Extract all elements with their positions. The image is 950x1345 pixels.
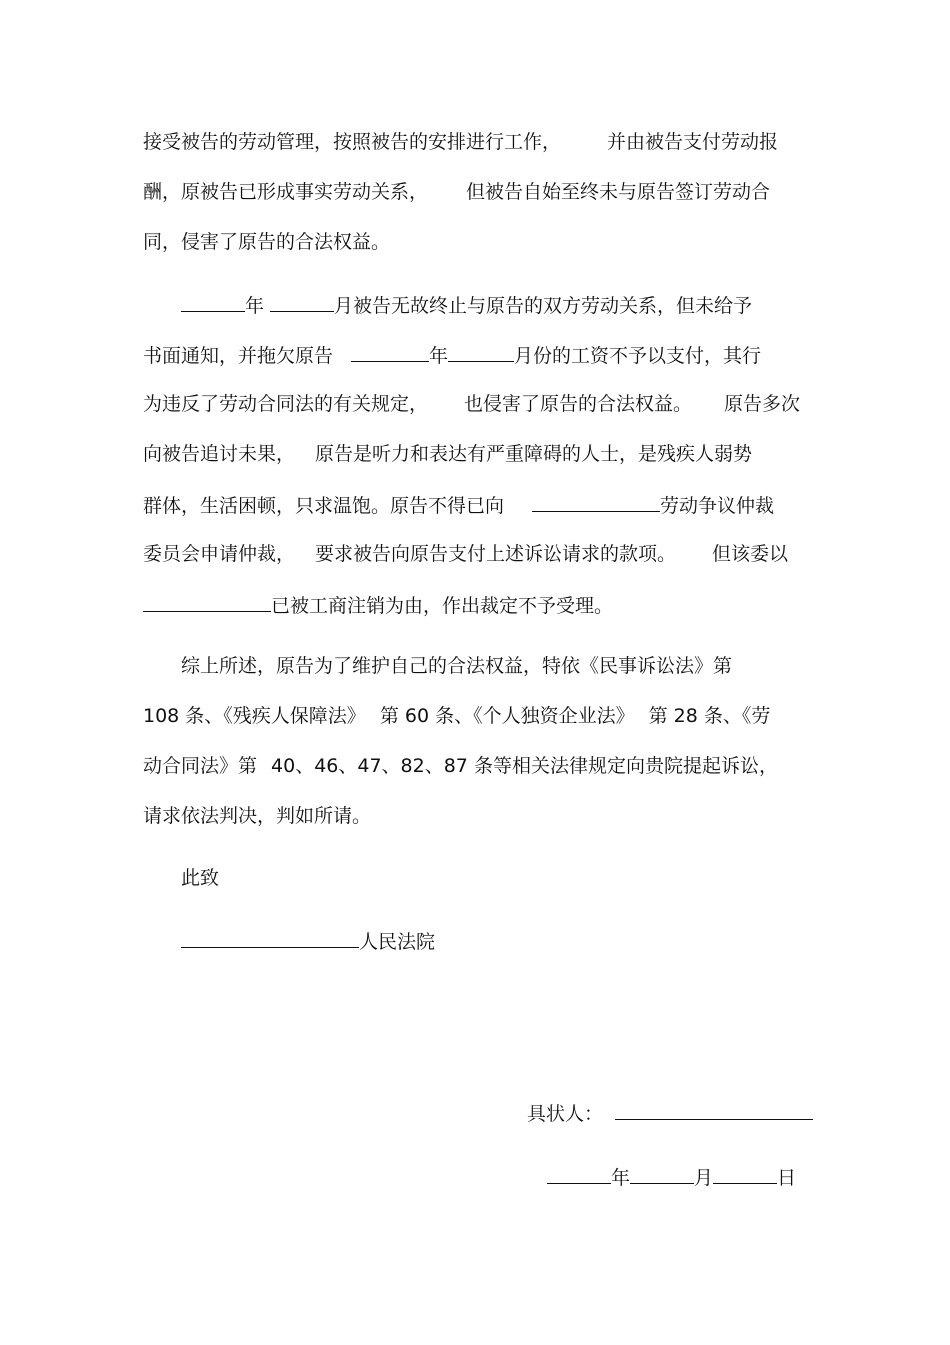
text: 请求依法判决，判如所请。 bbox=[143, 805, 372, 827]
text: 人民法院 bbox=[359, 931, 436, 953]
p3-line-1 bbox=[181, 654, 732, 678]
p3-line-2 bbox=[143, 704, 770, 728]
sign-day-blank[interactable] bbox=[713, 1164, 777, 1184]
text: 年 bbox=[245, 295, 265, 317]
text: 但该委以 bbox=[712, 543, 789, 565]
text: 群体，生活困顿，只求温饱。原告不得已向 bbox=[143, 495, 505, 517]
text: 书面通知，并拖欠原告 bbox=[143, 345, 334, 367]
sign-year-blank[interactable] bbox=[547, 1164, 611, 1184]
text: 第 28 条、《劳 bbox=[648, 705, 771, 727]
p3-line-3 bbox=[143, 754, 778, 778]
p1-line-1 bbox=[143, 130, 778, 154]
date-line bbox=[547, 1164, 796, 1188]
text: 同，侵害了原告的合法权益。 bbox=[143, 231, 391, 253]
text: 但被告自始至终未与原告签订劳动合 bbox=[466, 181, 771, 203]
court-name-blank[interactable] bbox=[181, 928, 359, 948]
text: 并由被告支付劳动报 bbox=[607, 131, 779, 153]
text: 月被告无故终止与原告的双方劳动关系，但未给予 bbox=[334, 295, 753, 317]
p2-line-5 bbox=[143, 492, 774, 516]
year-blank[interactable] bbox=[181, 292, 245, 312]
text: 已被工商注销为由，作出裁定不予受理。 bbox=[271, 595, 614, 617]
text: 原告是听力和表达有严重障碍的人士，是残疾人弱势 bbox=[315, 443, 753, 465]
signature-label: 具状人： bbox=[527, 1103, 604, 1125]
committee-blank[interactable] bbox=[143, 592, 271, 612]
arbitration-committee-blank[interactable] bbox=[532, 492, 660, 512]
text: 40、46、47、82、87 条等相关法律规定向贵院提起诉讼， bbox=[271, 755, 778, 777]
year-blank[interactable] bbox=[351, 342, 429, 362]
p2-line-4 bbox=[143, 442, 752, 466]
p2-line-7 bbox=[143, 592, 613, 616]
text: 108 条、《残疾人保障法》 bbox=[143, 705, 366, 727]
text: 酬，原被告已形成事实劳动关系， bbox=[143, 181, 429, 203]
text: 月 bbox=[694, 1167, 714, 1189]
p2-line-1 bbox=[181, 292, 752, 316]
text: 年 bbox=[611, 1167, 631, 1189]
text: 委员会申请仲裁， bbox=[143, 543, 296, 565]
text: 也侵害了原告的合法权益。 bbox=[464, 393, 693, 415]
sign-month-blank[interactable] bbox=[630, 1164, 694, 1184]
month-blank[interactable] bbox=[448, 342, 514, 362]
plaintiff-name-blank[interactable] bbox=[615, 1100, 813, 1120]
text: 接受被告的劳动管理，按照被告的安排进行工作， bbox=[143, 131, 562, 153]
month-blank[interactable] bbox=[270, 292, 334, 312]
text: 月份的工资不予以支付，其行 bbox=[514, 345, 762, 367]
p1-line-2 bbox=[143, 180, 770, 204]
p2-line-2 bbox=[143, 342, 761, 366]
text: 为违反了劳动合同法的有关规定， bbox=[143, 393, 429, 415]
text: 第 60 条、《个人独资企业法》 bbox=[379, 705, 635, 727]
text: 动合同法》第 bbox=[143, 755, 258, 777]
text: 劳动争议仲裁 bbox=[660, 495, 775, 517]
text: 综上所述，原告为了维护自己的合法权益，特依《民事诉讼法》第 bbox=[181, 655, 733, 677]
text: 原告多次 bbox=[724, 393, 801, 415]
court-line bbox=[181, 928, 435, 952]
text: 要求被告向原告支付上述诉讼请求的款项。 bbox=[315, 543, 677, 565]
text: 日 bbox=[777, 1167, 797, 1189]
p3-line-4 bbox=[143, 804, 371, 828]
text: 向被告追讨未果， bbox=[143, 443, 296, 465]
p2-line-3 bbox=[143, 392, 800, 416]
signature-line bbox=[527, 1100, 813, 1124]
salutation bbox=[181, 866, 219, 890]
p1-line-3 bbox=[143, 230, 390, 254]
text: 此致 bbox=[181, 867, 220, 889]
text: 年 bbox=[429, 345, 449, 367]
p2-line-6 bbox=[143, 542, 788, 566]
